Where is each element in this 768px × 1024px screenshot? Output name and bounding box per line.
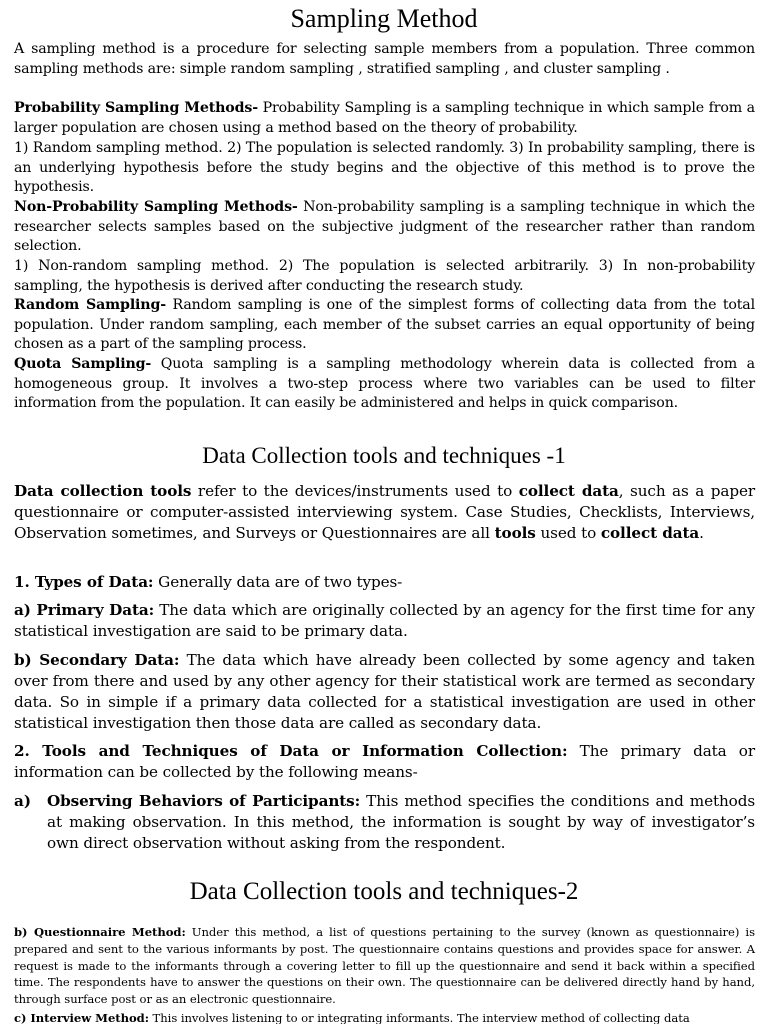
primary-data-label: a) Primary Data:	[14, 601, 155, 619]
observing-list-marker: a)	[14, 792, 32, 810]
dct-bold-2: collect data	[518, 482, 619, 500]
non-probability-sampling-paragraph	[14, 198, 755, 257]
interview-method-text: This involves listening to or integrating informants. The interview method of collecting data	[148, 1011, 690, 1024]
dct-bold-4: collect data	[600, 524, 700, 542]
quota-sampling-text: Quota sampling is a sampling methodology wherein data is collected from a homogeneous group. It involves a two-step process where two variables can be used to filter information from the population. It can easily be administered and helps in quick comparison.	[14, 356, 755, 411]
secondary-data-label: b) Secondary Data:	[14, 651, 180, 669]
questionnaire-method-paragraph	[14, 924, 755, 1008]
non-probability-sampling-label: Non-Probability Sampling Methods-	[14, 199, 298, 215]
quota-sampling-paragraph	[14, 355, 755, 414]
primary-data-paragraph	[14, 600, 755, 642]
questionnaire-method-text: Under this method, a list of questions pertaining to the survey (known as questionnaire) is prepared and sent to the various informants by post. The questionnaire contains questions and provides space for answer. A request is made to the informants through a covering letter to fill up the questionnaire and send it back within a specified time. The respondents have to answer the questions on their own. The questionnaire can be delivered directly hand by hand, through surface post or as an electronic questionnaire.	[14, 925, 755, 1007]
interview-method-paragraph	[14, 1010, 755, 1024]
data-collection-tools-paragraph	[14, 481, 755, 544]
questionnaire-method-label: b) Questionnaire Method:	[14, 925, 186, 939]
non-probability-points-paragraph: 1) Non-random sampling method. 2) The population is selected arbitrarily. 3) In non-probability sampling, the hypothesis is derived after conducting the research study.	[14, 258, 755, 294]
random-sampling-label: Random Sampling-	[14, 297, 166, 313]
dct-text-2: , such as a paper questionnaire or computer-assisted interviewing system. Case Studies, Checklists, Interviews, Observation sometimes, and Surveys or Questionnaires are all	[14, 482, 756, 542]
dct-text-1: refer to the devices/instruments used to	[191, 482, 519, 500]
probability-points-paragraph: 1) Random sampling method. 2) The population is selected randomly. 3) In probability sampling, there is an underlying hypothesis before the study begins and the objective of this method is to prove the hypothesis.	[14, 140, 755, 195]
primary-data-text: The data which are originally collected by an agency for the first time for any statistical investigation are said to be primary data.	[14, 601, 755, 640]
probability-sampling-paragraph	[14, 99, 755, 138]
observing-behaviors-text: This method specifies the conditions and methods at making observation. In this method, the information is sought by way of investigator’s own direct observation without asking from the respondent.	[47, 792, 756, 852]
dct-text-3: used to	[535, 524, 601, 542]
types-of-data-text: Generally data are of two types-	[153, 573, 403, 591]
section-title-sampling-method: Sampling Method	[290, 4, 478, 33]
non-probability-sampling-text: Non-probability sampling is a sampling technique in which the researcher selects samples based on the subjective judgment of the researcher rather than random selection.	[14, 199, 755, 254]
probability-sampling-text: Probability Sampling is a sampling technique in which sample from a larger population are chosen using a method based on the theory of probability.	[14, 100, 755, 136]
dct-bold-3: tools	[494, 524, 536, 542]
interview-method-label: c) Interview Method:	[14, 1011, 149, 1024]
secondary-data-paragraph	[14, 650, 755, 734]
section-title-data-collection-2: Data Collection tools and techniques-2	[189, 878, 579, 905]
dct-bold-1: Data collection tools	[14, 482, 192, 500]
types-of-data-label: 1. Types of Data:	[14, 573, 154, 591]
dct-text-4: .	[699, 524, 704, 542]
random-sampling-text: Random sampling is one of the simplest forms of collecting data from the total population. Under random sampling, each member of the subset carries an equal opportunity of being chosen as a part of the sampling process.	[14, 297, 756, 352]
observing-behaviors-paragraph	[47, 791, 755, 854]
secondary-data-text: The data which have already been collected by some agency and taken over from there and used by any other agency for their statistical work are termed as secondary data. So in simple if a primary data collected for a statistical investigation are used in other statistical investigation then those data are called as secondary data.	[14, 651, 756, 732]
observing-behaviors-label: Observing Behaviors of Participants:	[47, 792, 361, 810]
tools-techniques-paragraph	[14, 741, 755, 783]
probability-sampling-label: Probability Sampling Methods-	[14, 100, 258, 116]
tools-techniques-text: The primary data or information can be collected by the following means-	[14, 742, 756, 781]
random-sampling-paragraph	[14, 296, 755, 355]
intro-paragraph: A sampling method is a procedure for selecting sample members from a population. Three common sampling methods are: simple random sampling , stratified sampling , and cluster sampling .	[14, 41, 755, 77]
quota-sampling-label: Quota Sampling-	[14, 356, 152, 372]
types-of-data-paragraph	[14, 572, 755, 593]
section-title-data-collection-1: Data Collection tools and techniques -1	[202, 443, 566, 468]
tools-techniques-label: 2. Tools and Techniques of Data or Information Collection:	[14, 742, 568, 760]
